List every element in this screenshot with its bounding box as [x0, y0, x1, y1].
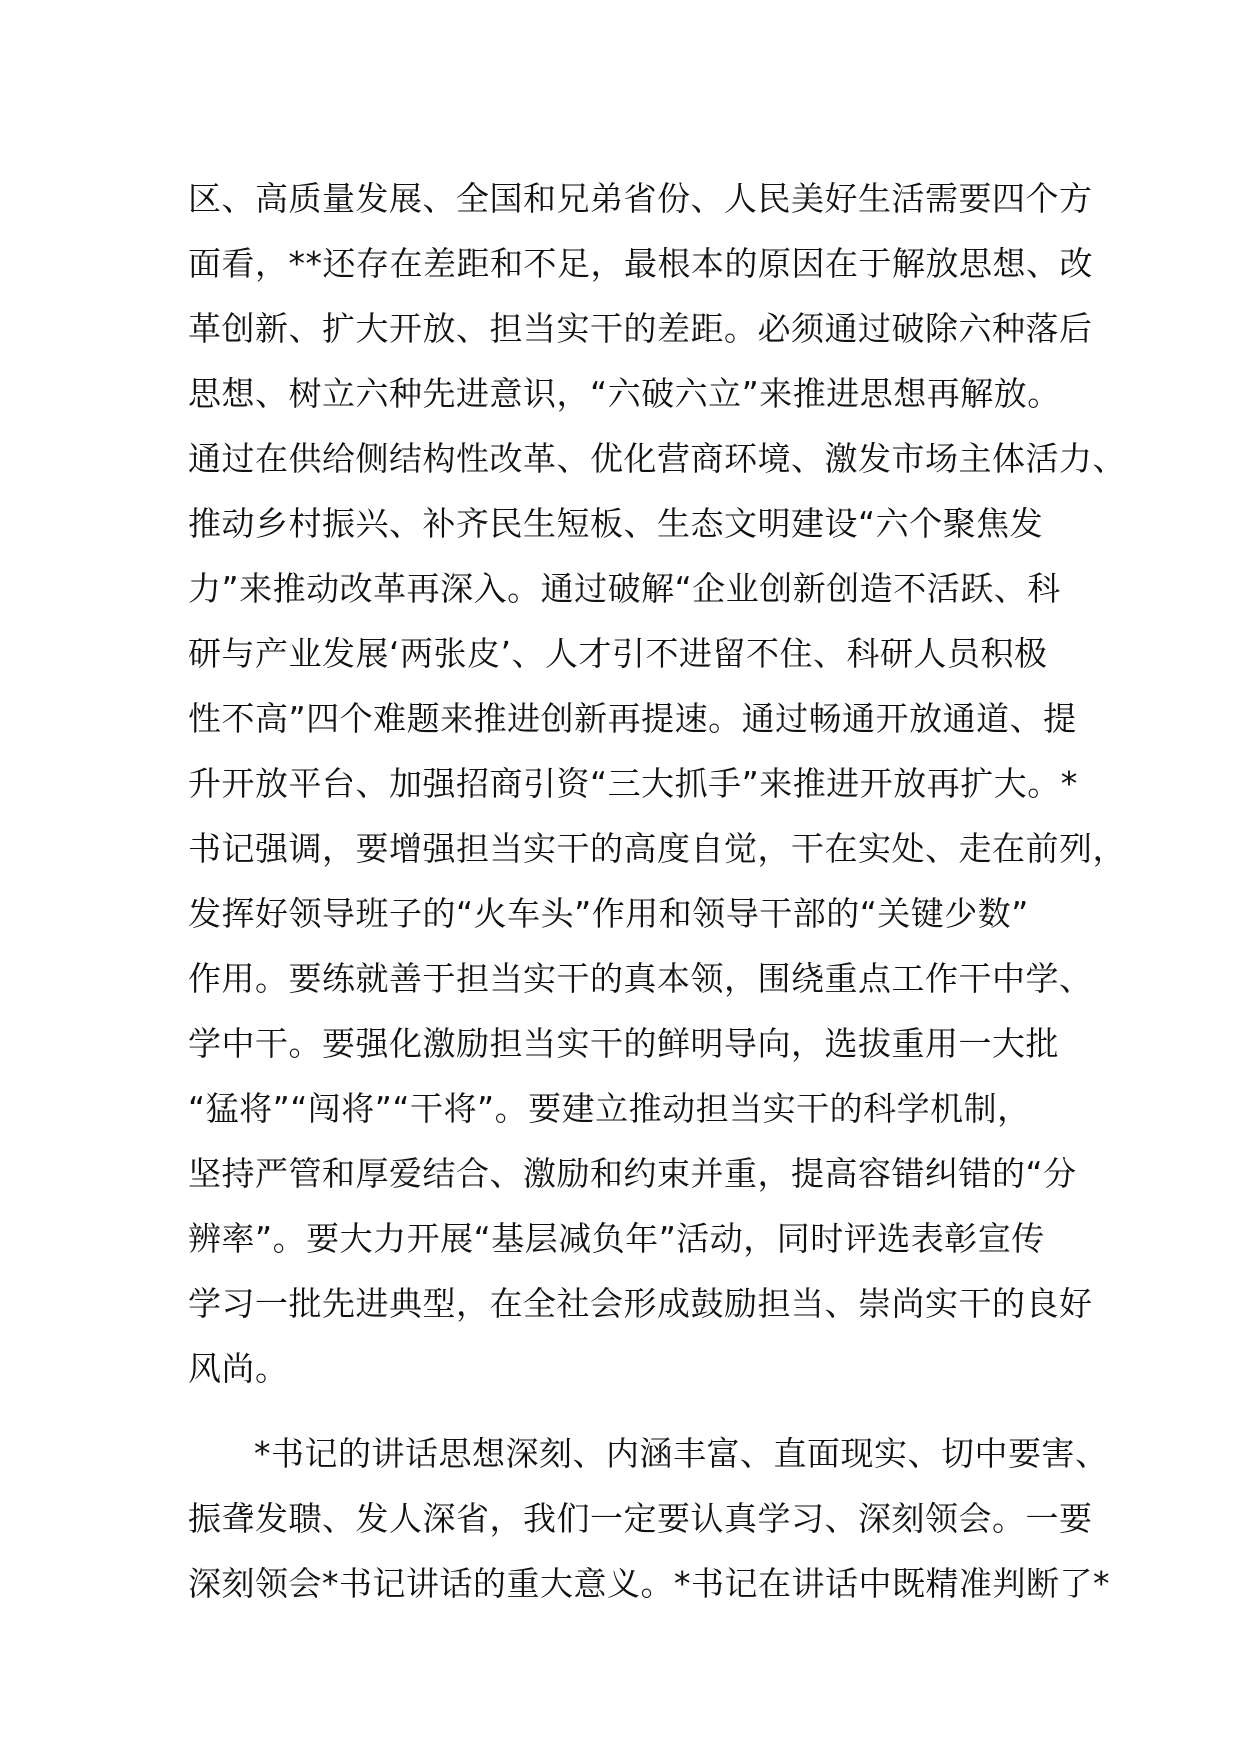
- text-line: 性不高”四个难题来推进创新再提速。通过畅通开放通道、提: [188, 699, 1077, 738]
- text-line: 坚持严管和厚爱结合、激励和约束并重，提高容错纠错的“分: [188, 1154, 1077, 1193]
- text-line: 研与产业发展‘两张皮’、人才引不进留不住、科研人员积极: [188, 634, 1048, 673]
- text-line: 思想、树立六种先进意识，“六破六立”来推进思想再解放。: [188, 374, 1061, 413]
- paragraph-1: [188, 166, 1126, 1401]
- paragraph-gap: [188, 1401, 1088, 1421]
- text-line: 革创新、扩大开放、担当实干的差距。必须通过破除六种落后: [188, 309, 1093, 348]
- text-line: 学中干。要强化激励担当实干的鲜明导向，选拔重用一大批: [188, 1024, 1059, 1063]
- text-line: 通过在供给侧结构性改革、优化营商环境、激发市场主体活力、: [188, 439, 1126, 478]
- text-line: “猛将”“闯将”“干将”。要建立推动担当实干的科学机制，: [188, 1089, 1031, 1128]
- text-line: *书记的讲话思想深刻、内涵丰富、直面现实、切中要害、: [254, 1434, 1109, 1473]
- text-line: 作用。要练就善于担当实干的真本领，围绕重点工作干中学、: [188, 959, 1093, 998]
- text-line: 风尚。: [188, 1349, 289, 1388]
- text-line: 振聋发聩、发人深省，我们一定要认真学习、深刻领会。一要: [188, 1499, 1093, 1538]
- text-line: 发挥好领导班子的“火车头”作用和领导干部的“关键少数”: [188, 894, 1029, 933]
- document-page: [188, 166, 1126, 1616]
- text-line: 深刻领会*书记讲话的重大意义。*书记在讲话中既精准判断了*: [188, 1564, 1110, 1603]
- paragraph-2: [188, 1421, 1110, 1616]
- text-line: 学习一批先进典型，在全社会形成鼓励担当、崇尚实干的良好: [188, 1284, 1093, 1323]
- text-line: 辨率”。要大力开展“基层减负年”活动，同时评选表彰宣传: [188, 1219, 1045, 1258]
- text-line: 推动乡村振兴、补齐民生短板、生态文明建设“六个聚焦发: [188, 504, 1044, 543]
- text-line: 面看，**还存在差距和不足，最根本的原因在于解放思想、改: [188, 244, 1093, 283]
- text-line: 升开放平台、加强招商引资“三大抓手”来推进开放再扩大。*: [188, 764, 1078, 803]
- text-line: 力”来推动改革再深入。通过破解“企业创新创造不活跃、科: [188, 569, 1061, 608]
- text-line: 区、高质量发展、全国和兄弟省份、人民美好生活需要四个方: [188, 179, 1093, 218]
- text-line: 书记强调，要增强担当实干的高度自觉，干在实处、走在前列，: [188, 829, 1126, 868]
